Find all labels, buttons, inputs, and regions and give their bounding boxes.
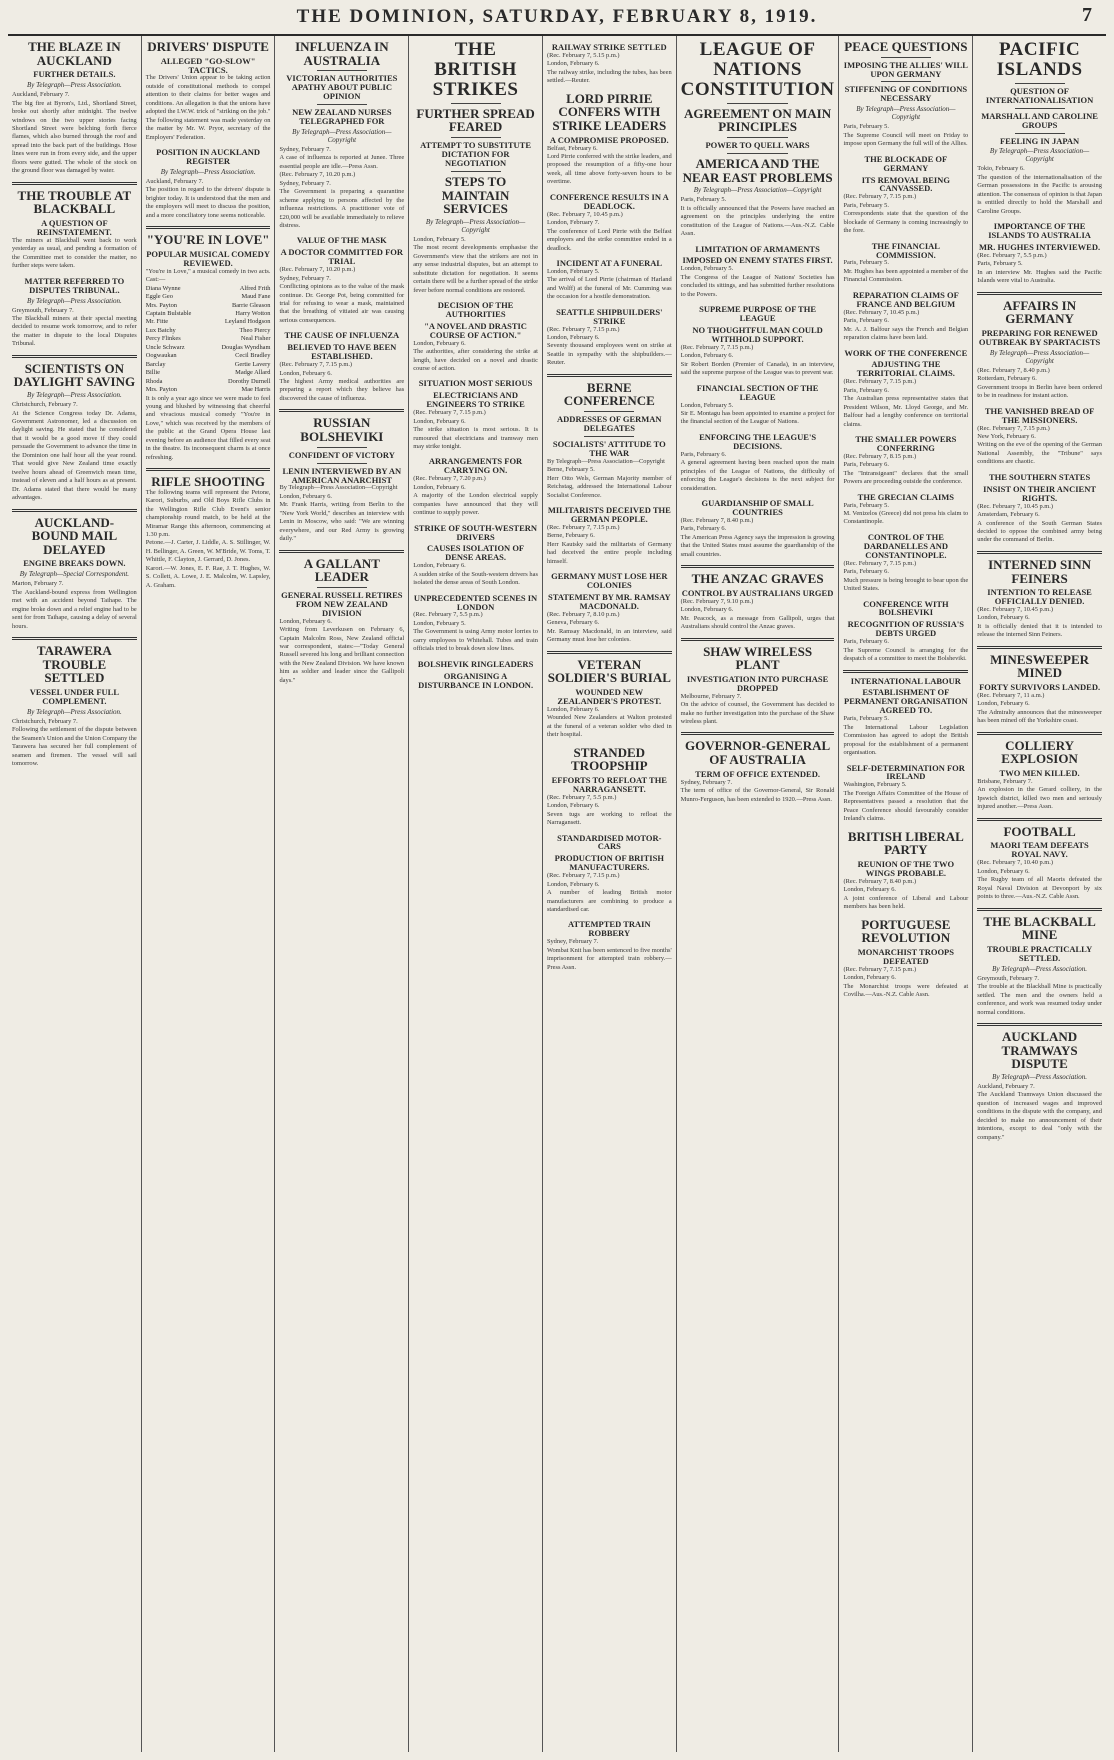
subheadline: SOCIALISTS' ATTITUDE TO THE WAR (552, 438, 666, 458)
headline: THE BLOCKADE OF GERMANY (864, 153, 948, 173)
article-minesweeper (977, 653, 1102, 726)
subheadline: STIFFENING OF CONDITIONS NECESSARY (844, 84, 968, 104)
article-liberal (843, 830, 968, 912)
article-tramways (977, 1030, 1102, 1142)
headline: THE VANISHED BREAD OF THE MISSIONERS. (984, 405, 1095, 425)
article-body: Washington, February 5. The Foreign Affairs Committee of the House of Representatives passed a resolution that the Peace Conference should favourably consider Ireland's claims. (843, 781, 969, 823)
article-body: The Drivers' Union appear to be taking action outside of constitutional methods to compel attention to their claims for better wages and conditions. An allegation is that the unions have adopted the I.W.W. trick of "striking on the job." The following statement was made yesterday on the matter by Mr. W. Pryor, secretary of the Employers' Federation. (145, 74, 271, 141)
headline: RUSSIAN BOLSHEVIKI (300, 415, 384, 445)
masthead (8, 0, 1106, 36)
column-1 (8, 36, 142, 1752)
article-body: (Rec. February 7, 7.15 p.m.) New York, February 6. Writing on the eve of the opening of the German National Assembly, the "Tribune" says conditions are chaotic. (977, 424, 1102, 466)
subheadline: WOUNDED NEW ZEALANDER'S PROTEST. (557, 686, 662, 706)
article-body: (Rec. February 7, 10.45 p.m.) London, February 6. It is officially denied that it is intended to release the interned Sinn Feiners. (977, 605, 1102, 639)
article-situation (413, 379, 538, 451)
byline: By Telegraph—Press Association—Copyright (989, 147, 1090, 164)
cast-row: Diana Wynne Alfred Frith (145, 284, 271, 292)
article-germany (977, 299, 1102, 401)
subheadline: FEELING IN JAPAN (999, 135, 1080, 146)
headline: POSITION IN AUCKLAND REGISTER (156, 147, 261, 167)
headline: UNPRECEDENTED SCENES IN LONDON (413, 592, 538, 612)
byline: By Telegraph—Press Association. (992, 964, 1087, 973)
article-body: (Rec. February 7, 5.5 p.m.) London, February 5. The Government is using Army motor lorries to carry employees to Whitehall. Tubes and train officials tried to break down slow lines. (413, 611, 538, 653)
article-pirrie (547, 92, 672, 187)
article-bolsheviki (279, 416, 404, 543)
subheadline: IMPOSING THE ALLIES' WILL UPON GERMANY (843, 59, 968, 79)
subheadline: STEPS TO MAINTAIN SERVICES (441, 173, 510, 217)
headline: GOVERNOR-GENERAL OF AUSTRALIA (684, 738, 831, 768)
article-body: (Rec. February 7, 11 a.m.) London, February 6. The Admiralty announces that the minesweeper has been mined off the Yorkshire coast. (977, 692, 1102, 725)
headline: "YOU'RE IN LOVE" (146, 232, 270, 248)
subheadline: STATEMENT BY MR. RAMSAY MACDONALD. (547, 591, 671, 611)
subheadline: CONTROL BY AUSTRALIANS URGED (681, 587, 834, 598)
article-colonies (547, 572, 672, 645)
headline: PEACE QUESTIONS (844, 39, 968, 54)
article-blackball (12, 189, 137, 271)
article-body: London, February 5. The most recent developments emphasise the Government's view that the strikers are not in any sense industrial disputes, but an attempt to substitute dictation for negotiation. It seems certain there will be a further spread of the strike fever before normal conditions are restored. (413, 235, 538, 294)
byline: By Telegraph—Press Association. (992, 1072, 1087, 1081)
subheadline: ADJUSTING THE TERRITORIAL CLAIMS. (856, 359, 955, 379)
article-body: Paris, February 6. The Supreme Council is arranging for the despatch of a committee to meet the Bolsheviki. (843, 638, 969, 663)
article-blackball-mine (977, 915, 1102, 1017)
article-body: (Rec. February 7, 8.40 p.m.) Paris, February 6. The American Press Agency says the impression is growing that the United States must assume the guardianship of the small countries. (680, 516, 835, 558)
headline: CONFERENCE WITH BOLSHEVIKI (863, 598, 949, 618)
article-body: (Rec. February 7, 7.15 p.m.) London, February 6. Sir Robert Borden (Premier of Canada), in an interview, said the supreme purpose of the League was to prevent war. (680, 343, 835, 377)
article-body: (Rec. February 7, 7.15 p.m.) London, February 6. The strike situation is most serious. It is rumoured that electricians and tramway men may strike tonight. (413, 409, 538, 451)
article-mail (12, 516, 137, 632)
headline: LIMITATION OF ARMAMENTS (695, 243, 820, 254)
headline: THE CAUSE OF INFLUENZA (284, 330, 400, 341)
byline: By Telegraph—Press Association. (160, 167, 256, 176)
subheadline: INTENTION TO RELEASE OFFICIALLY DENIED. (987, 587, 1092, 607)
cast-row: Lux Batchy Theo Piercy (145, 326, 271, 334)
article-body: Tokio, February 6. The question of the internationalisation of the German possessions in the Pacific is arousing attention. The consensus of opinion is that Japan is entitled directly to hold the Marshall and Caroline Groups. (977, 165, 1102, 215)
article-body: Belfast, February 6. Lord Pirrie conferred with the strike leaders, and proposed the resumption of a fifty-one hour week, all time above forty-seven hours to be overtime. (546, 144, 672, 186)
article-body: London, February 5. The Congress of the League of Nations' Societies has concluded its sittings, and has submitted further resolutions to the Powers. (680, 265, 835, 298)
article-body: Melbourne, February 7. On the advice of counsel, the Government has decided to make no further investigation into the purchase of the Shaw wireless plant. (680, 692, 835, 725)
article-body: (Rec. February 7, 9.10 p.m.) London, February 6. Mr. Peacock, as a message from Gallipoli, urges that Australians should control the Anzac graves. (680, 597, 835, 631)
headline: SHAW WIRELESS PLANT (703, 643, 813, 673)
article-blaze (12, 40, 137, 176)
subheadline: ADDRESSES OF GERMAN DELEGATES (557, 414, 662, 433)
article-body: Christchurch, February 7. At the Science Congress today Dr. Adams, Government Astronomer, led a discussion on daylight saving. He stated that he considered that it would be a good move if they could persuade the Government to advance the time in the Dominion one half hour all the year round. That would give New Zealand time exactly twelve hours ahead of Greenwich mean time, instead of eleven and a half hours as at present. Dr. Adams stated that there would be many advantages. (12, 401, 137, 502)
byline: By Telegraph—Press Association. (26, 707, 122, 716)
article-troopship (547, 746, 672, 828)
subheadline: CAUSES ISOLATION OF DENSE AREAS. (426, 543, 525, 563)
byline: By Telegraph—Press Association. (26, 391, 122, 400)
headline: THE BRITISH STRIKES (432, 39, 519, 100)
column-6 (677, 36, 840, 1752)
article-dardanelles (843, 533, 968, 594)
cast-row: Uncle Schwarz Douglas Wyndham (145, 343, 271, 351)
article-deadlock (547, 193, 672, 253)
article-body: Paris, February 5. Mr. Hughes has been appointed a member of the Financial Commission. (843, 259, 969, 284)
headline: WORK OF THE CONFERENCE (844, 347, 968, 358)
subheadline: MONARCHIST TROOPS DEFEATED (857, 946, 954, 966)
headline: PACIFIC ISLANDS (996, 39, 1083, 80)
article-wireless (681, 645, 835, 727)
headline: BRITISH LIBERAL PARTY (847, 828, 964, 858)
subheadline: PRODUCTION OF BRITISH MANUFACTURERS. (554, 853, 664, 873)
article-body: Brisbane, February 7. An explosion in the Gerard colliery, in the Ipswich district, killed two men and seriously injured another.—Press Assn. (977, 778, 1102, 811)
headline: THE SOUTHERN STATES (988, 471, 1091, 482)
article-enforcing (681, 433, 835, 493)
article-body: By Telegraph—Press Association—Copyright London, February 6. Mr. Frank Harris, writing from Berlin to the "New York World," describes an interview with Lenin in Moscow, who said: "We are winning everywhere, and our Red Army is growing daily." (279, 484, 405, 543)
subheadline: IMPOSED ON ENEMY STATES FIRST. (682, 255, 833, 266)
article-body: (Rec. February 7, 10.40 p.m.) London, February 6. The Rugby team of all Maoris defeated the Royal Naval Division at Devonport by six points to three.—Aus.-N.Z. Cable Assn. (977, 859, 1102, 901)
article-supreme (681, 305, 835, 378)
subheadline: INVESTIGATION INTO PURCHASE DROPPED (686, 673, 829, 693)
subheadline: AGREEMENT ON MAIN PRINCIPLES (684, 105, 832, 135)
article-body: It is only a year ago since we were made to feel young and blushed by witnessing that cheerful and vivacious musical comedy "You're in Love," which was received by the members of the public at the Grand Opera House last evening before an audience that filled every seat in the theatre. Its inconsequent charm is at once refreshing. (145, 394, 271, 461)
article-work (843, 349, 968, 429)
article-influenza (279, 40, 404, 230)
article-body: (Rec. February 7, 7.15 p.m.) Berne, February 6. Herr Kautsky said the militarists of Germany had deceived the entire people including himself. (546, 523, 672, 565)
byline: By Telegraph—Press Association—Copyright (292, 127, 392, 144)
article-body: (Rec. February 7, 5.5 p.m.) London, February 6. Seven tugs are working to refloat the Narragansett. (546, 793, 672, 827)
masthead-title: THE DOMINION, SATURDAY, FEBRUARY 8, 1919. (296, 6, 818, 27)
subheadline: MR. HUGHES INTERVIEWED. (979, 242, 1101, 253)
article-body: (Rec. February 7, 7.15 p.m.) Paris, February 6. The Australian press representative states that President Wilson, Mr. Lloyd George, and Mr. Balfour had a lengthy conference on territorial claims. (843, 378, 969, 428)
article-financial (681, 384, 835, 427)
article-body: Paris, February 5. The Supreme Council will meet on Friday to impose upon Germany the full will of the Allies. (843, 123, 969, 148)
headline: MINESWEEPER MINED (990, 651, 1090, 681)
headline: DECISION OF THE AUTHORITIES (437, 299, 514, 319)
subheadline: ESTABLISHMENT OF PERMANENT ORGANISATION AGREED TO. (844, 687, 968, 716)
headline: PORTUGUESE REVOLUTION (861, 916, 951, 946)
article-portuguese (843, 918, 968, 1000)
article-body: Auckland, February 7. The big fire at Byron's, Ltd., Shortland Street, broke out shortly after midnight. The twelve windows on the two upper stories facing Shortland Street were belching forth fierce flames, which also burned through the roof and spread into the back part of the buildings. Hose lines were run in from every side, and the upper floors were gutted. The whole of the stock on the ground floor was damaged by water. (12, 91, 137, 175)
column-5 (543, 36, 677, 1752)
subheadline: MARSHALL AND CAROLINE GROUPS (981, 110, 1098, 130)
article-smaller-powers (843, 435, 968, 487)
article-seattle (547, 308, 672, 368)
subheadline: QUESTION OF INTERNATIONALISATION (985, 85, 1094, 105)
subheadline: NO THOUGHTFUL MAN COULD WITHHOLD SUPPORT. (692, 325, 823, 344)
article-body: (Rec. February 7, 8.40 p.m.) Rotterdam, February 6. Government troops in Berlin have been ordered to be in readiness for instant action. (977, 366, 1102, 400)
headline: STRANDED TROOPSHIP (571, 744, 648, 774)
article-militarists (547, 506, 672, 566)
byline: By Telegraph—Press Association. (26, 81, 122, 90)
headline: VETERAN SOLDIER'S BURIAL (547, 656, 671, 686)
article-body: (Rec. February 7, 10.45 p.m.) Amsterdam, February 6. A conference of the South German States decided to oppose the combined army being under the command of Berlin. (977, 502, 1102, 544)
article-league (681, 40, 835, 239)
article-body: (Rec. February 7, 10.45 p.m.) London, February 7. The conference of Lord Pirrie with the Belfast employers and the strike committee ended in a deadlock. (546, 210, 672, 252)
article-railway (547, 43, 672, 86)
article-body: (Rec. February 7, 10.45 p.m.) Paris, February 6. Mr. A. J. Balfour says the French and Belgian reparation claims have been laid. (843, 308, 969, 342)
article-body: (Rec. February 7, 8.40 p.m.) London, February 6. A joint conference of Liberal and Labour members has been held. (843, 877, 969, 911)
article-body: Sydney, February 7. A case of influenza is reported at Junee. Three essential people are idle.—Press Assn. (Rec. February 7, 10.20 p.m.) Sydney, February 7. The Government is preparing a quarantine scheme applying to persons affected by the influenza restrictions. A practitioner vote of £20,000 will be available immediately to relieve distress. (279, 145, 405, 229)
article-body: By Telegraph—Press Association—Copyright Berne, February 5. Herr Otto Wels, German Majority member of Reichstag, addressed the International Labour Socialist Conference. (546, 457, 672, 499)
article-body: Sydney, February 7. Wombat Knit has been sentenced to five months' imprisonment for attempted train robbery.—Press Assn. (546, 938, 672, 971)
byline: By Telegraph—Press Association. (26, 296, 122, 305)
column-8 (973, 36, 1106, 1752)
column-7 (839, 36, 973, 1752)
article-body: Sydney, February 7. The term of office of the Governor-General, Sir Ronald Munro-Ferguson, has been extended to 1920.—Press Assn. (680, 778, 835, 803)
article-importance (977, 222, 1102, 286)
subheadline: FURTHER SPREAD FEARED (416, 105, 535, 135)
article-motorcars (547, 834, 672, 915)
headline: AFFAIRS IN GERMANY (1003, 297, 1077, 327)
article-tribunal (12, 277, 137, 349)
subheadline: RECOGNITION OF RUSSIA'S DEBTS URGED (847, 619, 965, 639)
headline: STRIKE OF SOUTH-WESTERN DRIVERS (414, 522, 538, 542)
article-body: Auckland, February 7. The Auckland Tramways Union discussed the question of increased wages and improved conditions in the dispute with the company, and decided to make no announcement of their intentions, except to deal "only with the company." (977, 1082, 1102, 1141)
headline: INFLUENZA IN AUSTRALIA (295, 39, 389, 68)
article-anzac-graves (681, 572, 835, 631)
article-body: London, February 6. Wounded New Zealanders at Walton protested at the funeral of a veteran soldier who died in their hospital. (546, 705, 672, 739)
byline: By Telegraph—Press Association—Copyright (425, 217, 526, 234)
headline: DRIVERS' DISPUTE (147, 39, 269, 54)
subheadline: A DOCTOR COMMITTED FOR TRIAL (280, 247, 404, 267)
article-mask (279, 236, 404, 325)
headline: THE TROUBLE AT BLACKBALL (17, 187, 132, 217)
cast-row: Billie Madge Allard (145, 369, 271, 377)
article-body: "You're in Love," a musical comedy in two acts. Cast:— (145, 267, 271, 284)
headline: GUARDIANSHIP OF SMALL COUNTRIES (701, 498, 814, 517)
article-pacific (977, 40, 1102, 216)
subheadline: "A NOVEL AND DRASTIC COURSE OF ACTION." (424, 320, 527, 340)
article-british-strikes (413, 40, 538, 295)
headline: THE BLAZE IN AUCKLAND (28, 39, 121, 68)
article-berne (547, 381, 672, 500)
subheadline: A QUESTION OF REINSTATEMENT. (36, 218, 112, 237)
headline: SEATTLE SHIPBUILDERS' STRIKE (556, 306, 663, 326)
column-3 (275, 36, 409, 1752)
article-body: Greymouth, February 7. The trouble at the Blackball Mine is practically settled. The men and the owners held a conference, and work was resumed today under normal conditions. (977, 974, 1102, 1016)
byline: By Telegraph—Special Correspondent. (19, 570, 130, 579)
subheadline: ELECTRICIANS AND ENGINEERS TO STRIKE (426, 390, 525, 410)
article-ireland (843, 764, 968, 824)
article-body: Paris, February 5. The International Labour Legislation Commission has agreed to adopt the British proposal for the establishment of a permanent organisation. (843, 715, 969, 757)
cast-row: Percy Flinkes Neal Fisher (145, 335, 271, 343)
headline: INCIDENT AT A FUNERAL (556, 257, 663, 268)
headline: AUCKLAND-BOUND MAIL DELAYED (31, 514, 118, 557)
article-body: (Rec. February 7, 8.10 p.m.) Geneva, February 6. Mr. Ramsay Macdonald, in an interview, said Germany must lose her colonies. (546, 610, 672, 644)
article-position (146, 148, 271, 220)
article-conference-bolsheviki (843, 600, 968, 664)
subheadline: NEW ZEALAND NURSES TELEGRAPHED FOR (292, 107, 392, 126)
byline: By Telegraph—Press Association—Copyright (989, 348, 1090, 365)
cast-row: Barclay Gertie Lavery (145, 360, 271, 368)
subheadline: GENERAL RUSSELL RETIRES FROM NEW ZEALAND DIVISION (281, 589, 403, 618)
article-daylight (12, 362, 137, 503)
subheadline: PREPARING FOR RENEWED OUTBREAK BY SPARTACISTS (978, 328, 1101, 347)
article-vanished (977, 407, 1102, 467)
headline: RAILWAY STRIKE SETTLED (551, 42, 667, 52)
headline: THE FINANCIAL COMMISSION. (871, 240, 940, 260)
article-body: (Rec. February 7, 7.15 p.m.) Paris, February 6. Much pressure is being brought to bear upon the United States. (843, 559, 969, 593)
article-body: The following teams will represent the Petone, Karori, Suburbs, and Old Boys Rifle Clubs in the Wellington Rifle Club Event's senior championship round match, to be held at the Miramar Range this afternoon, commencing at 1.30 p.m. Petone.—J. Carter, J. Liddle, A. S. Stillinger, W. H. Bellinger, A. Green, W. M'Bride, W. Toms, T. Whittle, F. Clayton, J. Gerrard, D. Jones. Karori.—W. Jones, E. F. Rae, J. T. Hughes, W. S. Collett, A. Lowe, J. E. Malcolm, W. Lapsley, A. Graham. (145, 488, 271, 589)
subheadline: ITS REMOVAL BEING CANVASSED. (861, 174, 950, 194)
headline: CONTROL OF THE DARDANELLES AND CONSTANTINOPLE. (863, 531, 948, 560)
article-armaments (681, 245, 835, 300)
article-body: (Rec. February 7, 7.15 p.m.) London, February 6. Seventy thousand employees went on strike at Seattle in sympathy with the shipbuilders.—Reuter. (546, 325, 672, 367)
article-body: (Rec. February 7, 7.15 p.m.) Paris, February 5. Correspondents state that the question of the blockade of Germany is coming increasingly to the fore. (843, 193, 969, 235)
article-body: Marton, February 7. The Auckland-bound express from Wellington met with an accident beyond Taihape. The engine broke down and a relief engine had to be sent for from Taihape, causing a delay of several hours. (12, 580, 137, 630)
byline: By Telegraph—Press Association—Copyright (693, 186, 822, 195)
article-body: (Rec. February 7, 7.15 p.m.) London, February 6. A number of leading British motor manufacturers are combining to produce a standardised car. (546, 872, 672, 914)
subheadline: VICTORIAN AUTHORITIES APATHY ABOUT PUBLIC OPINION (286, 73, 398, 102)
columns (8, 36, 1106, 1752)
headline: ENFORCING THE LEAGUE'S DECISIONS. (699, 431, 817, 451)
article-funeral (547, 259, 672, 302)
article-body: (Rec. February 7, 8.15 p.m.) Paris, February 6. The "Intransigeant" declares that the small Powers are proceeding outside the conference. (843, 452, 969, 486)
article-body: London, February 5. The arrival of Lord Pirrie (chairman of Harland and Wolff) at the funeral of Mr. Cumming was the occasion for a hostile demonstration. (546, 267, 672, 301)
headline: AUCKLAND TRAMWAYS DISPUTE (1001, 1028, 1078, 1072)
article-body: Paris, February 5. M. Venizelos (Greece) did not press his claim to Constantinople. (843, 501, 969, 526)
subheadline: MAORI TEAM DEFEATS ROYAL NAVY. (990, 840, 1089, 860)
headline: REPARATION CLAIMS OF FRANCE AND BELGIUM (852, 289, 959, 309)
headline: GERMANY MUST LOSE HER COLONIES (551, 571, 668, 591)
headline: THE GRECIAN CLAIMS (857, 491, 955, 502)
headline: SUPREME PURPOSE OF THE LEAGUE (699, 304, 817, 324)
article-body: Paris, February 6. A general agreement having been reached upon the main principles of the League of Nations, the difficulty of enforcing the League's decisions is the next subject for consideration. (680, 450, 835, 492)
article-ringleaders (413, 660, 538, 690)
cast-list (146, 285, 271, 395)
headline: ARRANGEMENTS FOR CARRYING ON. (428, 456, 523, 476)
headline: MILITARISTS DECEIVED THE GERMAN PEOPLE. (547, 505, 671, 524)
article-south-western (413, 524, 538, 588)
article-body: (Rec. February 7, 7.20 p.m.) London, February 6. A majority of the London electrical supply companies have announced that they will continue to supply power. (413, 475, 538, 517)
article-body: (Rec. February 7, 7.15 p.m.) London, February 6. The Monarchist troops were defeated at Covilha.—Aus.-N.Z. Cable Assn. (843, 965, 969, 999)
cast-row: Oogwaukan Cecil Bradley (145, 352, 271, 360)
subheadline: VESSEL UNDER FULL COMPLEMENT. (29, 686, 119, 706)
article-scenes (413, 594, 538, 654)
headline: MATTER REFERRED TO DISPUTES TRIBUNAL. (24, 275, 125, 295)
headline: LEAGUE OF NATIONS CONSTITUTION (680, 39, 835, 100)
cast-row: Mrs. Payton Mae Harris (145, 386, 271, 394)
headline: BOLSHEVIK RINGLEADERS (417, 658, 534, 669)
headline: FOOTBALL (1003, 823, 1076, 839)
headline: THE SMALLER POWERS CONFERRING (855, 433, 957, 453)
headline: THE BLACKBALL MINE (983, 913, 1096, 943)
headline: INTERNATIONAL LABOUR (850, 675, 961, 686)
article-veteran (547, 658, 672, 740)
subheadline: REUNION OF THE TWO WINGS PROBABLE. (857, 858, 955, 878)
cast-row: Eggle Geo Maud Fane (145, 293, 271, 301)
subheadline: AMERICA AND THE NEAR EAST PROBLEMS (682, 156, 833, 185)
subheadline: ALLEGED "GO-SLOW" TACTICS. (160, 55, 256, 75)
subheadline: FORTY SURVIVORS LANDED. (979, 682, 1101, 693)
subheadline: ENGINE BREAKS DOWN. (23, 558, 126, 569)
headline: THE ANZAC GRAVES (691, 571, 824, 587)
article-body: The miners at Blackball went back to work yesterday as usual, and pending a formation of the Committee met to consider the matter, no further steps were taken. (12, 236, 137, 270)
headline: SITUATION MOST SERIOUS (418, 378, 533, 389)
column-4 (409, 36, 543, 1752)
article-body: Paris, February 5. It is officially announced that the Powers have reached an agreement on the principles underlying the entire constitution of the League of Nations.—Aus.-N.Z. Cable Assn. (680, 196, 835, 238)
article-grecian (843, 493, 968, 527)
headline: CONFERENCE RESULTS IN A DEADLOCK. (549, 191, 669, 211)
article-reparation (843, 291, 968, 343)
headline: COLLIERY EXPLOSION (1001, 737, 1078, 767)
subheadline: ORGANISING A DISTURBANCE IN LONDON. (418, 670, 534, 690)
article-drivers (146, 40, 271, 142)
article-rifle (146, 475, 271, 590)
cast-row: Rhoda Dorothy Durnell (145, 377, 271, 385)
article-labour (843, 677, 968, 758)
subheadline: FURTHER DETAILS. (33, 69, 116, 80)
subheadline: BELIEVED TO HAVE BEEN ESTABLISHED. (287, 342, 397, 362)
subheadline: TROUBLE PRACTICALLY SETTLED. (986, 943, 1093, 963)
article-body: Greymouth, February 7. The Blackball miners at their special meeting decided to resume work tomorrow, and to refer the matter in dispute to the local Disputes Tribunal. (12, 306, 137, 348)
article-sinn-feiners (977, 558, 1102, 640)
article-youre-in-love (146, 233, 271, 462)
article-body: London, February 6. A sudden strike of the South-western drivers has isolated the dense areas of South London. (413, 562, 538, 587)
headline: INTERNED SINN FEINERS (988, 556, 1092, 586)
subheadline: TWO MEN KILLED. (999, 768, 1080, 779)
headline: FINANCIAL SECTION OF THE LEAGUE (696, 382, 819, 402)
article-peace (843, 40, 968, 149)
subheadline: POWER TO QUELL WARS (705, 140, 810, 151)
byline: By Telegraph—Press Association—Copyright (856, 105, 956, 122)
headline: STANDARDISED MOTOR-CARS (557, 832, 662, 852)
subheadline: TERM OF OFFICE EXTENDED. (695, 768, 820, 779)
article-body: London, February 6. The authorities, after considering the strike at length, have decided on a novel and drastic course of action. (413, 339, 538, 372)
headline: TARAWERA TROUBLE SETTLED (36, 643, 112, 686)
headline: SELF-DETERMINATION FOR IRELAND (846, 762, 965, 782)
article-governor (681, 739, 835, 804)
headline: BERNE CONFERENCE (563, 379, 655, 409)
article-southern-states (977, 473, 1102, 545)
subheadline: ATTEMPT TO SUBSTITUTE DICTATION FOR NEGOTIATION (420, 140, 531, 168)
article-cause (279, 331, 404, 403)
page-number: 7 (1082, 4, 1092, 26)
headline: LORD PIRRIE CONFERS WITH STRIKE LEADERS (552, 90, 667, 134)
cast-row: Captain Bulstable Harry Wotton (145, 309, 271, 317)
subheadline: A COMPROMISE PROPOSED. (549, 134, 669, 145)
article-body: (Rec. February 7, 10.20 p.m.) Sydney, February 7. Conflicting opinions as to the value of the mask continue. Dr. George Pot, being committed for trial for refusing to wear a mask, maintained that the breathing of vitiated air was causing serious consequences. (279, 266, 405, 324)
article-body: (Rec. February 7, 5.5 p.m.) Paris, February 5. In an interview Mr. Hughes said the Pacific Islands were vital to Australia. (977, 251, 1102, 285)
subheadline: POPULAR MUSICAL COMEDY REVIEWED. (146, 248, 270, 268)
article-football (977, 825, 1102, 902)
article-financial-commission (843, 242, 968, 285)
subheadline: INSIST ON THEIR ANCIENT RIGHTS. (983, 483, 1096, 503)
article-body: (Rec. February 7, 5.15 p.m.) London, February 6. The railway strike, including the tubes, has been settled.—Reuter. (546, 51, 672, 85)
cast-row: Mr. Fitte Leyland Hodgson (145, 318, 271, 326)
article-robbery (547, 920, 672, 972)
cast-row: Mrs. Payton Barrie Gleason (145, 301, 271, 309)
column-2 (142, 36, 276, 1752)
headline: IMPORTANCE OF THE ISLANDS TO AUSTRALIA (988, 221, 1091, 241)
subheadline: CONFIDENT OF VICTORY (288, 449, 395, 460)
article-colliery (977, 739, 1102, 812)
article-body: Christchurch, February 7. Following the settlement of the dispute between the Seamen's Union and the Union Company the Tarawera has secured her full complement of seamen and firemen. The vessel will sail tomorrow. (12, 717, 137, 768)
article-blockade (843, 155, 968, 236)
subheadline: EFFORTS TO REFLOAT THE NARRAGANSETT. (551, 774, 667, 794)
subheadline: LENIN INTERVIEWED BY AN AMERICAN ANARCHIST (282, 465, 402, 485)
headline: ATTEMPTED TRAIN ROBBERY (568, 919, 651, 939)
article-guardianship (681, 499, 835, 559)
headline: A GALLANT LEADER (303, 555, 380, 585)
article-decision (413, 301, 538, 374)
article-body: London, February 5. Sir E. Montagu has been appointed to examine a project for the financial section of the League of Nations. (680, 401, 835, 426)
article-body: Auckland, February 7. The position in regard to the drivers' dispute is brighter today. It is understood that the men and the employers will meet to discuss the position, and a more conciliatory tone seems noticeable. (145, 177, 271, 219)
headline: VALUE OF THE MASK (296, 235, 387, 246)
article-body: London, February 6. Writing from Leverkusen on February 6, Captain Malcolm Ross, New Zealand official war correspondent, states:—"Today General Russell severed his long and brilliant connection with the New Zealand Division. We have known him as soldier and leader since the Gallipoli days." (279, 617, 405, 684)
article-gallant-leader (279, 557, 404, 686)
headline: SCIENTISTS ON DAYLIGHT SAVING (13, 360, 136, 390)
headline: RIFLE SHOOTING (151, 474, 265, 490)
article-tarawera (12, 644, 137, 768)
article-body: (Rec. February 7, 7.15 p.m.) London, February 6. The highest Army medical authorities are preparing a report which they believe has discovered the cause of influenza. (279, 361, 405, 402)
article-arrangements (413, 457, 538, 517)
